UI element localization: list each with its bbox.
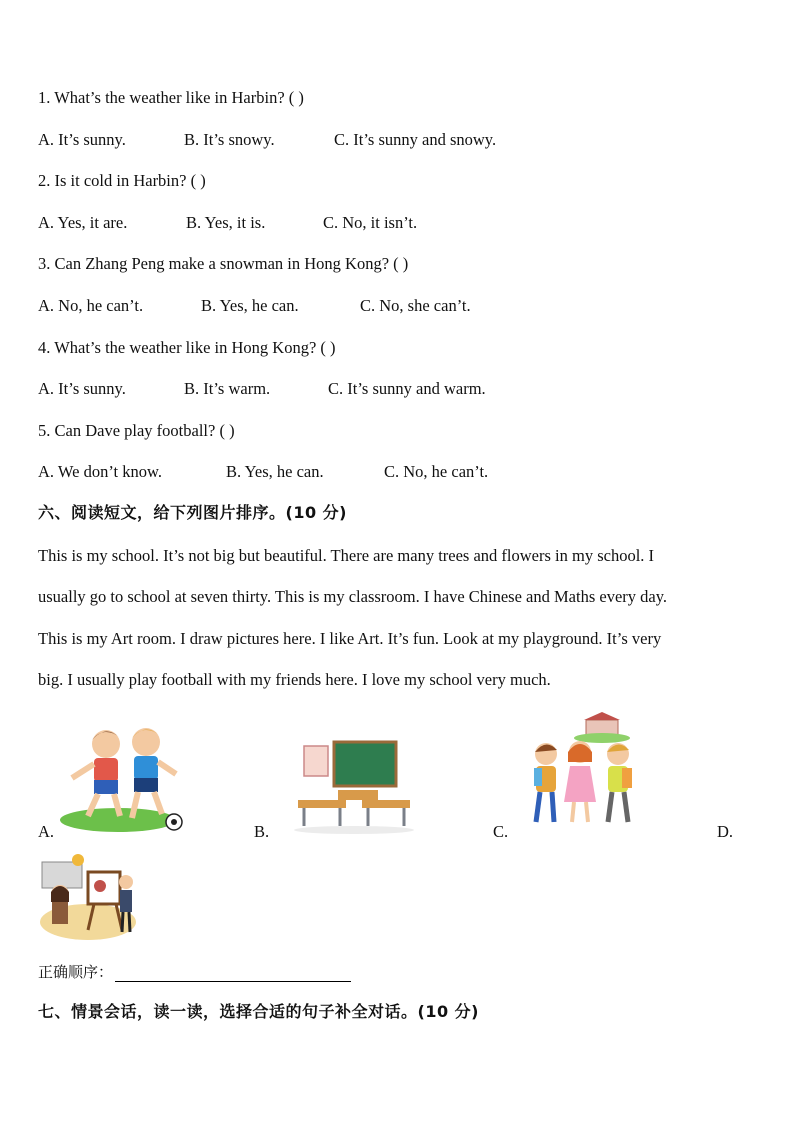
question-2: 2. Is it cold in Harbin? ( ) [38,171,206,190]
option-a[interactable]: A. It’s sunny. [38,130,126,149]
option-c[interactable]: C. No, it isn’t. [323,213,418,232]
section-7-heading: 七、情景会话，读一读，选择合适的句子补全对话。(10 分) [38,1002,479,1021]
option-c[interactable]: C. It’s sunny and warm. [328,379,486,398]
answer-label: 正确顺序： [38,963,114,981]
option-c[interactable]: C. It’s sunny and snowy. [334,130,497,149]
option-a[interactable]: A. We don’t know. [38,462,162,481]
art-room-picture [38,852,138,942]
option-c[interactable]: C. No, he can’t. [384,462,489,481]
picture-label-a: A. [38,822,55,841]
passage-line-2: usually go to school at seven thirty. This is my classroom. I have Chinese and Maths every day. [38,587,668,606]
answer-input-line[interactable] [115,965,351,982]
option-b[interactable]: B. It’s snowy. [184,130,275,149]
option-a[interactable]: A. It’s sunny. [38,379,126,398]
picture-label-b: B. [254,822,270,841]
picture-label-c: C. [493,822,509,841]
question-4: 4. What’s the weather like in Hong Kong? ( ) [38,338,336,357]
question-3: 3. Can Zhang Peng make a snowman in Hong Kong? ( ) [38,254,409,273]
question-5: 5. Can Dave play football? ( ) [38,421,235,440]
option-a[interactable]: A. Yes, it are. [38,213,128,232]
option-b[interactable]: B. Yes, he can. [226,462,324,481]
section-6-heading: 六、阅读短文，给下列图片排序。(10 分) [38,503,347,522]
picture-label-d: D. [717,822,734,841]
question-1: 1. What’s the weather like in Harbin? ( ) [38,88,304,107]
option-b[interactable]: B. Yes, it is. [186,213,266,232]
option-c[interactable]: C. No, she can’t. [360,296,471,315]
option-b[interactable]: B. Yes, he can. [201,296,299,315]
passage-line-1: This is my school. It’s not big but beautiful. There are many trees and flowers in my school. I [38,546,655,565]
passage-line-3: This is my Art room. I draw pictures here. I like Art. It’s fun. Look at my playground. It’s very [38,629,662,648]
walking-to-school-picture [524,712,644,830]
option-b[interactable]: B. It’s warm. [184,379,271,398]
answer-row [38,962,351,982]
option-a[interactable]: A. No, he can’t. [38,296,144,315]
passage-line-4: big. I usually play football with my friends here. I love my school very much. [38,670,551,689]
classroom-picture [292,740,416,834]
football-picture [58,722,186,838]
